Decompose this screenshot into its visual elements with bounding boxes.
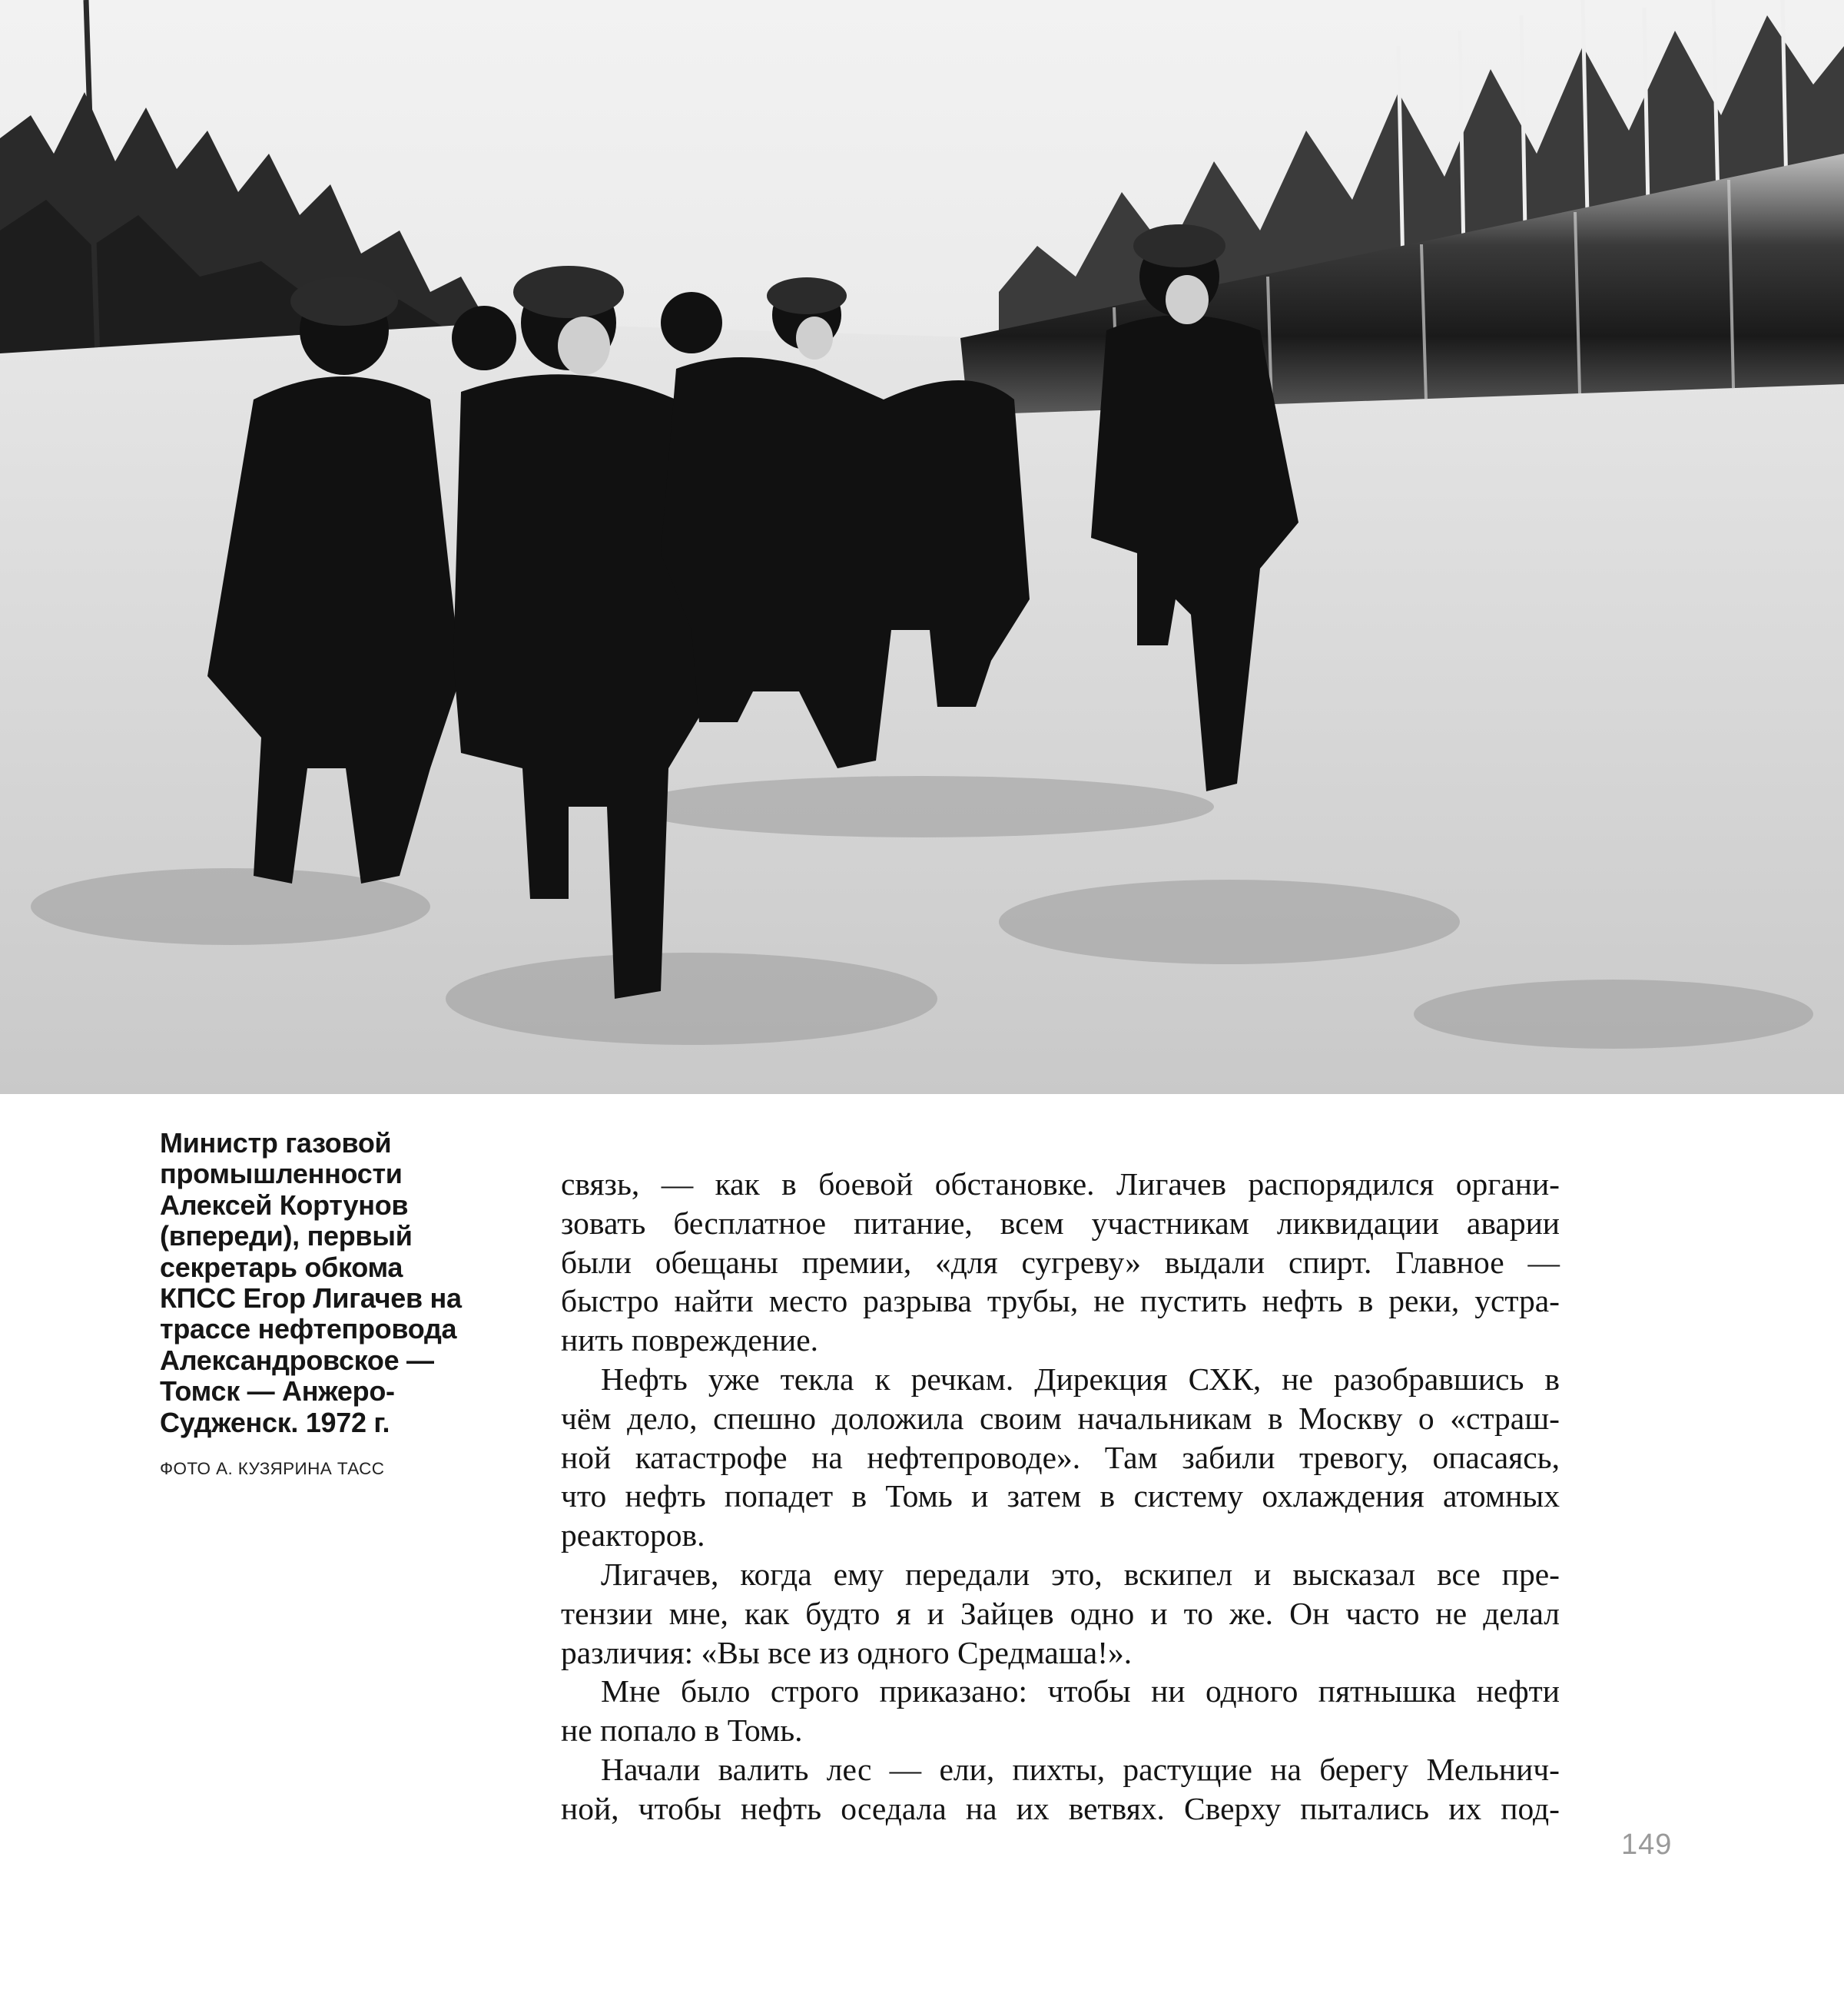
body-line: Лигачев, когда ему передали это, вскипел и высказал все пре- xyxy=(601,1556,1560,1592)
body-line: связь, — как в боевой обстановке. Лигачев распорядился органи- xyxy=(561,1166,1560,1202)
body-line: Мне было строго приказано: чтобы ни одного пятнышка нефти xyxy=(601,1673,1560,1709)
caption-text xyxy=(160,1128,498,1438)
caption-line: КПСС Егор Лигачев на xyxy=(160,1282,462,1315)
body-line: что нефть попадет в Томь и затем в систему охлаждения атомных xyxy=(561,1478,1560,1514)
body-line: быстро найти место разрыва трубы, не пустить нефть в реки, устра- xyxy=(561,1283,1560,1319)
body-line: ной, чтобы нефть оседала на их ветвях. Сверху пытались их под- xyxy=(561,1790,1560,1826)
page-number: 149 xyxy=(1621,1829,1673,1861)
body-line: различия: «Вы все из одного Средмаша!». xyxy=(561,1634,1133,1670)
caption-line: (впереди), первый xyxy=(160,1220,413,1252)
photo-caption xyxy=(160,1128,498,1479)
caption-line: Томск — Анжеро- xyxy=(160,1375,395,1408)
caption-line: промышленности xyxy=(160,1158,403,1190)
body-line: зовать бесплатное питание, всем участникам ликвидации аварии xyxy=(561,1205,1560,1241)
caption-line: Министр газовой xyxy=(160,1127,392,1159)
caption-line: Алексей Кортунов xyxy=(160,1189,409,1221)
body-line: Начали валить лес — ели, пихты, растущие на берегу Мельнич- xyxy=(601,1751,1560,1787)
body-line: тензии мне, как будто я и Зайцев одно и то же. Он часто не делал xyxy=(561,1595,1560,1631)
photo-credit: ФОТО А. КУЗЯРИНА ТАСС xyxy=(160,1459,385,1479)
body-line: ной катастрофе на нефтепроводе». Там забили тревогу, опасаясь, xyxy=(561,1439,1560,1475)
body-line: не попало в Томь. xyxy=(561,1713,803,1749)
body-line: Нефть уже текла к речкам. Дирекция СХК, не разобравшись в xyxy=(601,1361,1560,1397)
caption-line: трассе нефтепровода xyxy=(160,1313,457,1345)
body-line: чём дело, спешно доложила своим начальникам в Москву о «страш- xyxy=(561,1400,1560,1436)
caption-line: секретарь обкома xyxy=(160,1251,403,1283)
body-text-column xyxy=(561,1165,1560,1829)
body-line: реакторов. xyxy=(561,1517,705,1553)
body-line: были обещаны премии, «для сугреву» выдали спирт. Главное — xyxy=(561,1244,1560,1280)
caption-line: Александровское — xyxy=(160,1344,434,1376)
body-line: нить повреждение. xyxy=(561,1322,818,1358)
caption-line: Судженск. 1972 г. xyxy=(160,1406,390,1438)
